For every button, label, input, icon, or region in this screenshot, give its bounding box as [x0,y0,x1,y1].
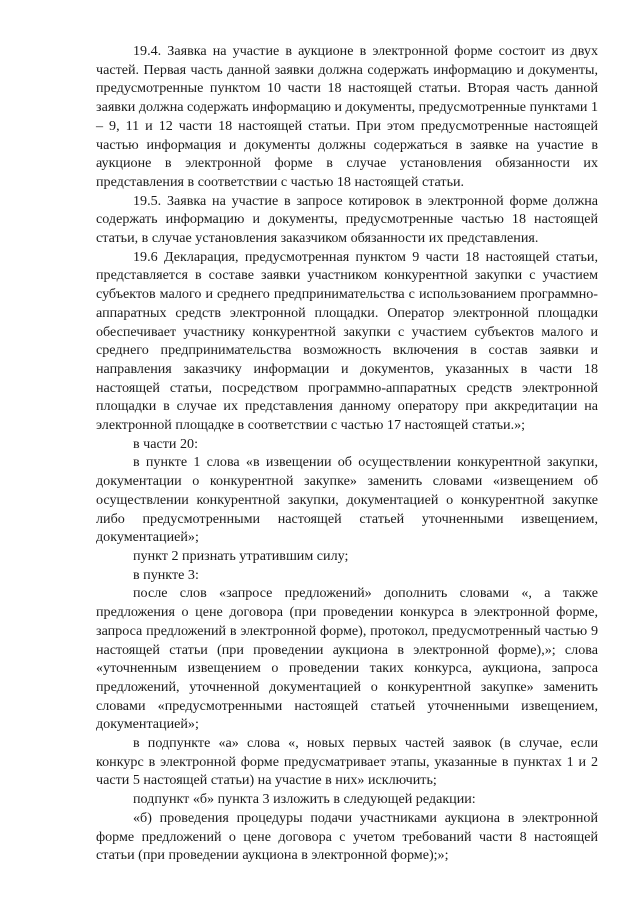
paragraph-subpoint-b-intro: подпункт «б» пункта 3 изложить в следующей редакции: [133,791,476,808]
document-page [96,42,598,865]
paragraph-subpoint-a: в подпункте «а» слова «, новых первых частей заявок (в случае, если конкурс в электронной форме предусматривает этапы, указанные в пунктах 1 и 2 части 5 настоящей статьи) на участие в них» исключить; [96,735,598,789]
paragraph-point-1: в пункте 1 слова «в извещении об осуществлении конкурентной закупки, документации о конкурентной закупке» заменить словами «извещением об осуществлении конкурентной закупки, документацией о конкурентной закупке либо предусмотренными настоящей статьей уточненными извещением, документацией»; [96,454,598,546]
paragraph-19-5: 19.5. Заявка на участие в запросе котировок в электронной форме должна содержать информацию и документы, предусмотренные частью 18 настоящей статьи, в случае установления заказчиком обязанности их представления. [96,192,598,247]
paragraph-subpoint-b: «б) проведения процедуры подачи участниками аукциона в электронной форме предложений о цене договора с учетом требований части 8 настоящей статьи (при проведении аукциона в электронной форме);»; [96,809,598,864]
paragraph-after-words: после слов «запросе предложений» дополнить словами «, а также предложения о цене договора (при проведении конкурса в электронной форме, запроса предложений в электронной форме), протокол, предусмотренный частью 9 настоящей статьи (при проведении аукциона в электронной форме),»; слова «уточненным извещением о проведении таких конкурса, аукциона, запроса предложений, уточненной документацией о конкурентной закупке» заменить словами «предусмотренными настоящей статьей уточненными извещением, документацией»; [96,585,598,733]
paragraph-part-20: в части 20: [133,435,199,452]
paragraph-point-2: пункт 2 признать утратившим силу; [133,547,349,564]
paragraph-19-4: 19.4. Заявка на участие в аукционе в электронной форме состоит из двух частей. Первая часть данной заявки должна содержать информацию и документы, предусмотренные пунктом 10 части 18 настоящей статьи. Вторая часть данной заявки должна содержать информацию и документы, предусмотренные пунктами 1 – 9, 11 и 12 части 18 настоящей статьи. При этом предусмотренные настоящей частью информация и документы должны содержаться в заявке на участие в аукционе в электронной форме в случае установления обязанности их представления в соответствии с частью 18 настоящей статьи. [96,43,598,190]
paragraph-point-3: в пункте 3: [133,566,199,583]
paragraph-19-6: 19.6 Декларация, предусмотренная пунктом 9 части 18 настоящей статьи, представляется в составе заявки участником конкурентной закупки с участием субъектов малого и среднего предпринимательства с использованием программно-аппаратных средств электронной площадки. Оператор электронной площадки обеспечивает участнику конкурентной закупки с участием субъектов малого и среднего предпринимательства возможность включения в состав заявки и направления заказчику информации и документов, указанных в части 18 настоящей статьи, посредством программно-аппаратных средств электронной площадки в случае их представления данному оператору при аккредитации на электронной площадке в соответствии с частью 17 настоящей статьи.»; [96,248,598,434]
